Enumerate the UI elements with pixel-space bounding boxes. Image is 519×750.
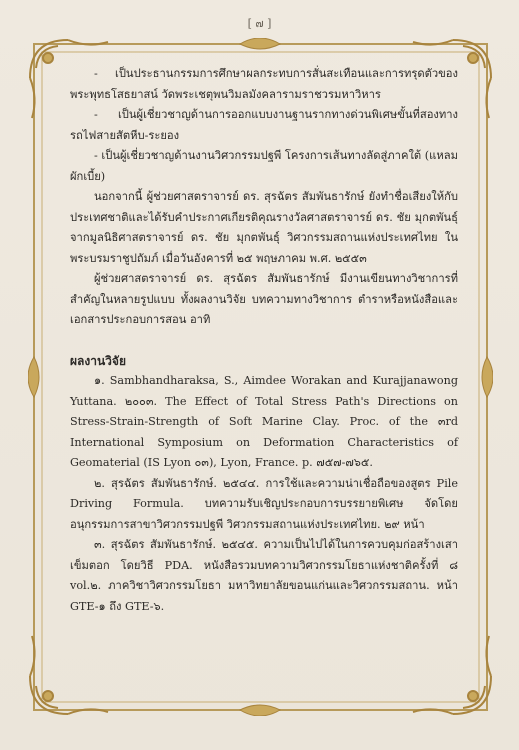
edge-ornament-left — [28, 357, 39, 397]
section-heading-research: ผลงานวิจัย — [70, 353, 126, 368]
page-content — [70, 64, 458, 617]
paragraph-award: นอกจากนี้ ผู้ช่วยศาสตราจารย์ ดร. สุรฉัตร สัมพันธารักษ์ ยังทำชื่อเสียงให้กับประเทศชาติและได้รับคำประกาศเกียรติคุณรางวัลศาสตราจารย์ ดร. ชัย มุกตพันธุ์ จากมูลนิธิศาสตราจารย์ ดร. ชัย มุกตพันธุ์ วิศวกรรมสถานแห่งประเทศไทย ในพระบรมราชูปถัมภ์ เมื่อวันอังคารที่ ๒๕ พฤษภาคม พ.ศ. ๒๕๕๓ — [70, 190, 458, 265]
edge-ornament-right — [482, 357, 493, 397]
page-number: [ ๗ ] — [247, 17, 272, 30]
research-item-3: ๓. สุรฉัตร สัมพันธารักษ์. ๒๕๔๕. ความเป็นไปได้ในการควบคุมก่อสร้างเสาเข็มตอก โดยวิธี PDA. หนังสือรวมบทความวิศวกรรมโยธาแห่งชาติครั้งที่ ๘ vol.๒. ภาควิชาวิศวกรรมโยธา มหาวิทยาลัยขอนแก่นและวิศวกรรมสถาน. หน้า GTE-๑ ถึง GTE-๖. — [70, 538, 458, 613]
research-item-1: ๑. Sambhandharaksa, S., Aimdee Worakan and Kurajjanawong Yuttana. ๒๐๐๓. The Effect of Total Stress Path's Directions on Stress-Strain-Strength of Soft Marine Clay. Proc. of the ๓rd International Symposium on Deformation Characteristics of Geomaterial (IS Lyon ๐๓), Lyon, France. p. ๗๕๗-๗๖๕. — [70, 374, 458, 469]
spacer — [70, 331, 458, 351]
paragraph-role-2: - เป็นผู้เชี่ยวชาญด้านการออกแบบงานฐานรากทางด่วนพิเศษขั้นที่สองทางรถไฟสายสัตหีบ-ระยอง — [70, 108, 458, 142]
paragraph-role-1: - เป็นประธานกรรมการศึกษาผลกระทบการสั่นสะเทือนและการทรุดตัวของพระพุทธโสธยาสน์ วัดพระเชตุพนวิมลมังคลารามราชวรมหาวิหาร — [70, 67, 458, 101]
edge-ornament-bottom — [240, 705, 280, 716]
edge-ornament-top — [240, 38, 280, 49]
paragraph-role-3: - เป็นผู้เชี่ยวชาญด้านงานวิศวกรรมปฐพี โครงการเส้นทางลัดสู่ภาคใต้ (แหลมผักเบี้ย) — [70, 149, 458, 183]
paragraph-publications: ผู้ช่วยศาสตราจารย์ ดร. สุรฉัตร สัมพันธารักษ์ มีงานเขียนทางวิชาการที่สำคัญในหลายรูปแบบ ทั้งผลงานวิจัย บทความทางวิชาการ ตำราหรือหนังสือและเอกสารประกอบการสอน อาทิ — [70, 272, 458, 326]
research-item-2: ๒. สุรฉัตร สัมพันธารักษ์. ๒๕๔๔. การใช้และความน่าเชื่อถือของสูตร Pile Driving Formula. บทความรับเชิญประกอบการบรรยายพิเศษ จัดโดยอนุกรรมการสาขาวิศวกรรมปฐพี วิศวกรรมสถานแห่งประเทศไทย. ๒๙ หน้า — [70, 476, 458, 531]
